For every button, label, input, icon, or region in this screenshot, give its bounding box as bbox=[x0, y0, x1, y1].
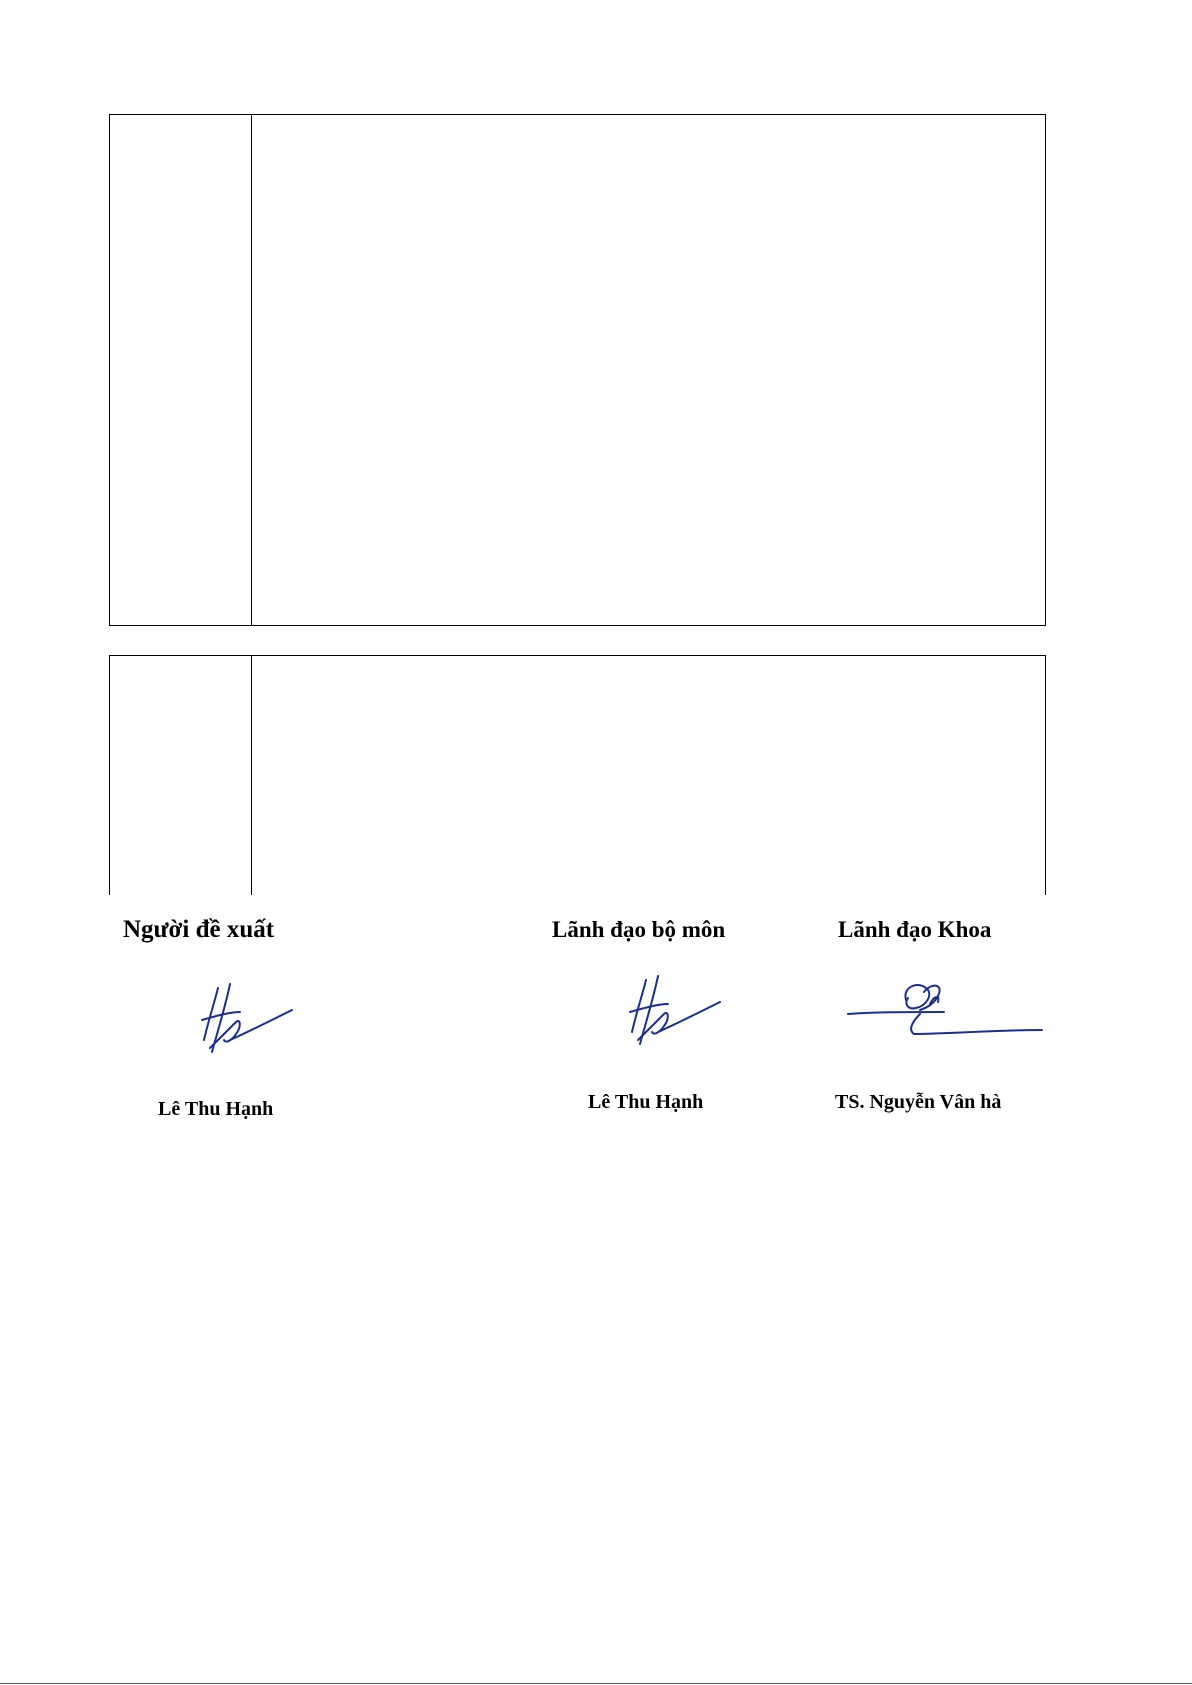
form-table-2 bbox=[109, 655, 1046, 895]
form-table-1 bbox=[109, 114, 1046, 626]
signature-ha-icon bbox=[846, 978, 1046, 1042]
signature-hanh-icon bbox=[196, 982, 296, 1056]
signer-2-name: Lê Thu Hạnh bbox=[588, 1091, 704, 1113]
signature-hanh-icon bbox=[624, 974, 724, 1048]
signer-1-name: Lê Thu Hạnh bbox=[158, 1098, 274, 1120]
signer-1-title: Người đề xuất bbox=[123, 916, 275, 943]
table-2-column-divider bbox=[251, 656, 252, 895]
signer-3-name: TS. Nguyễn Vân hà bbox=[835, 1091, 1002, 1113]
page-bottom-rule bbox=[0, 1683, 1192, 1684]
signer-2-title: Lãnh đạo bộ môn bbox=[552, 917, 726, 942]
signer-3-title: Lãnh đạo Khoa bbox=[838, 917, 992, 942]
table-1-column-divider bbox=[251, 115, 252, 625]
